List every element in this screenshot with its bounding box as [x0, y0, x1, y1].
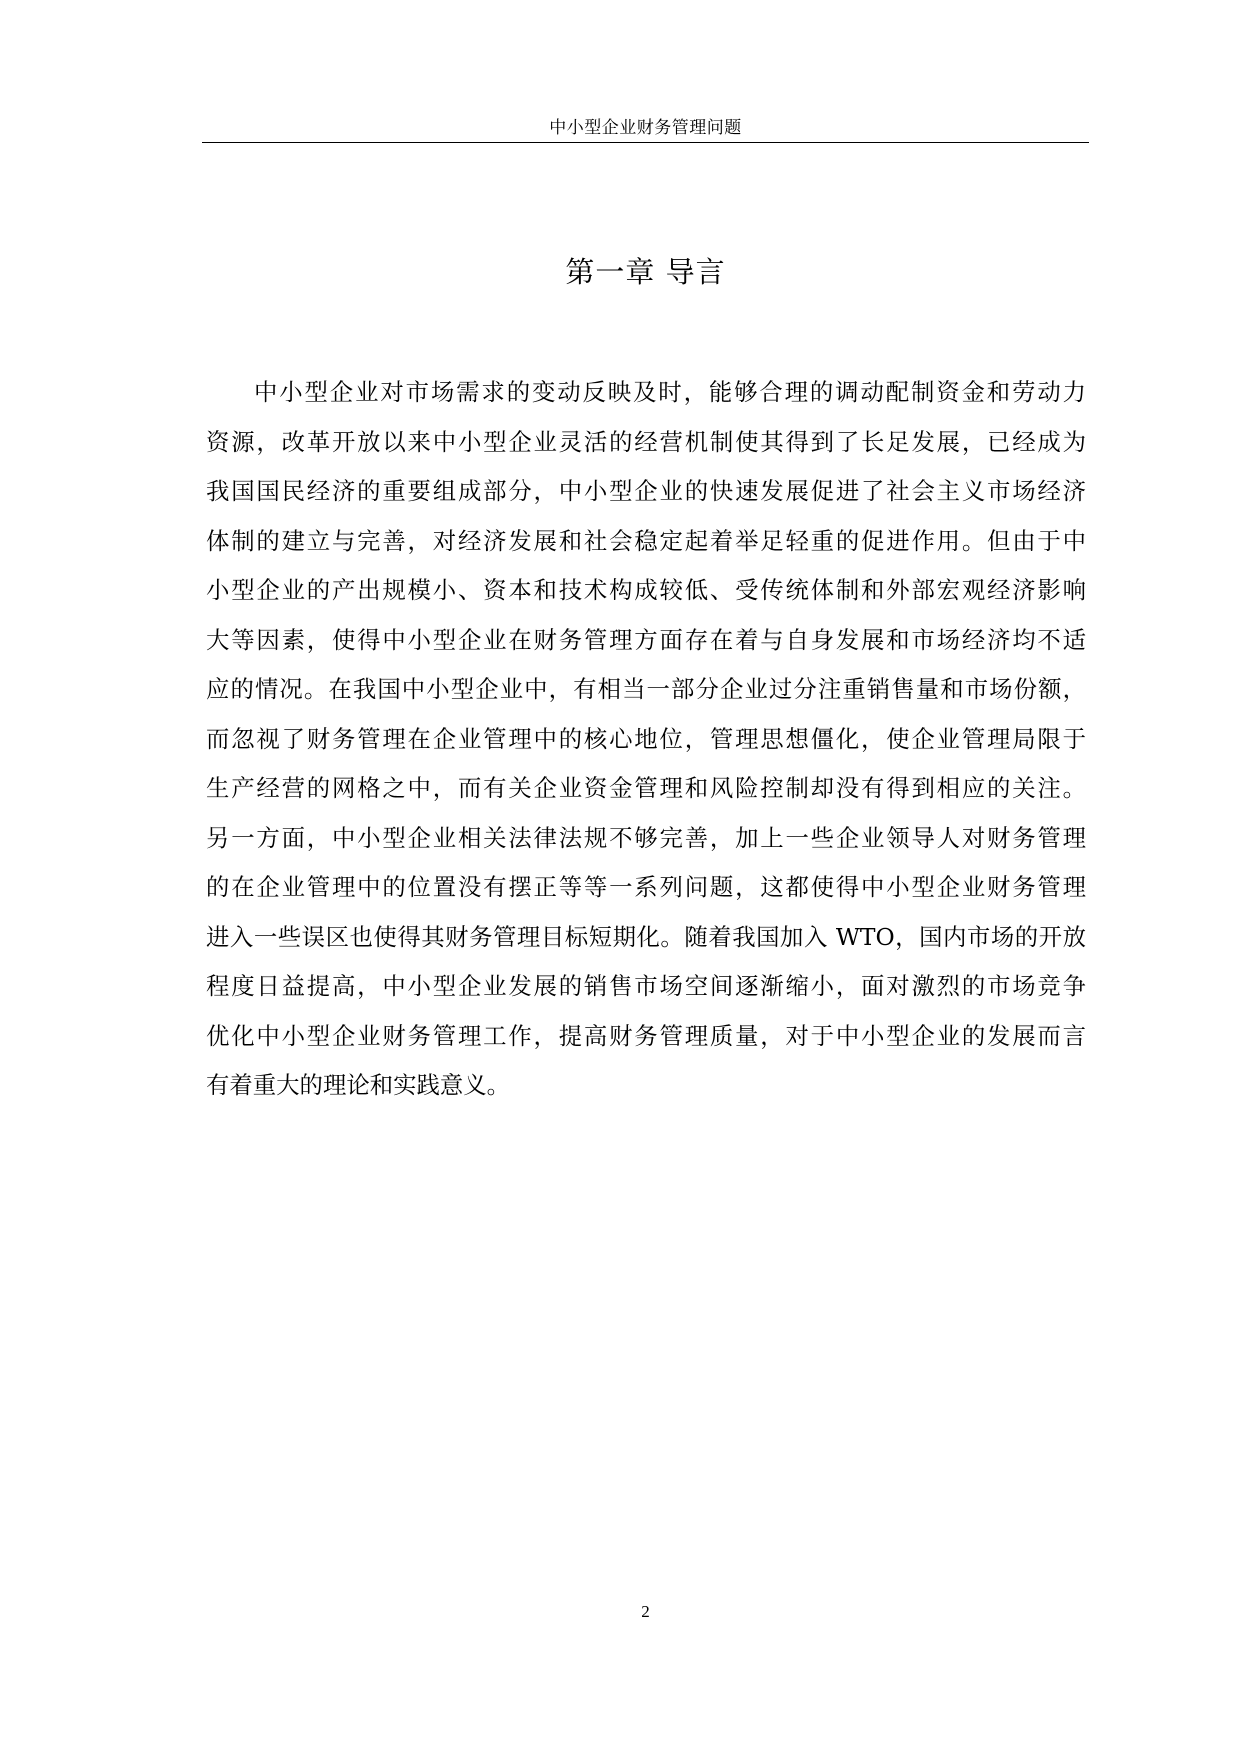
- paragraph-line: 程度日益提高，中小型企业发展的销售市场空间逐渐缩小，面对激烈的市场竞争: [206, 972, 1086, 1000]
- paragraph-line: 进入一些误区也使得其财务管理目标短期化。随着我国加入 WTO，国内市场的开放: [206, 922, 1086, 951]
- header-rule: [202, 142, 1089, 143]
- paragraph-line: 另一方面，中小型企业相关法律法规不够完善，加上一些企业领导人对财务管理: [206, 823, 1086, 852]
- paragraph-line: 优化中小型企业财务管理工作，提高财务管理质量，对于中小型企业的发展而言: [206, 1021, 1086, 1050]
- paragraph-line: 的在企业管理中的位置没有摆正等等一系列问题，这都使得中小型企业财务管理: [206, 873, 1086, 901]
- paragraph-line: 而忽视了财务管理在企业管理中的核心地位，管理思想僵化，使企业管理局限于: [206, 724, 1086, 753]
- paragraph-line: 有着重大的理论和实践意义。: [206, 1071, 511, 1099]
- paragraph-line: 我国国民经济的重要组成部分，中小型企业的快速发展促进了社会主义市场经济: [206, 477, 1086, 505]
- running-header: 中小型企业财务管理问题: [549, 118, 742, 138]
- paragraph-line: 体制的建立与完善，对经济发展和社会稳定起着举足轻重的促进作用。但由于中: [206, 526, 1086, 555]
- paragraph-line: 小型企业的产出规模小、资本和技术构成较低、受传统体制和外部宏观经济影响: [206, 576, 1086, 604]
- paragraph-line: 应的情况。在我国中小型企业中，有相当一部分企业过分注重销售量和市场份额，: [206, 675, 1086, 703]
- chapter-title: 第一章 导言: [565, 255, 726, 289]
- page-number: 2: [641, 1602, 650, 1621]
- paragraph-line: 大等因素，使得中小型企业在财务管理方面存在着与自身发展和市场经济均不适: [206, 625, 1086, 654]
- paragraph-line: 中小型企业对市场需求的变动反映及时，能够合理的调动配制资金和劳动力: [254, 378, 1086, 406]
- body-paragraph: [206, 368, 1086, 1111]
- paragraph-line: 生产经营的网格之中，而有关企业资金管理和风险控制却没有得到相应的关注。: [206, 774, 1086, 802]
- paragraph-line: 资源，改革开放以来中小型企业灵活的经营机制使其得到了长足发展，已经成为: [206, 427, 1086, 456]
